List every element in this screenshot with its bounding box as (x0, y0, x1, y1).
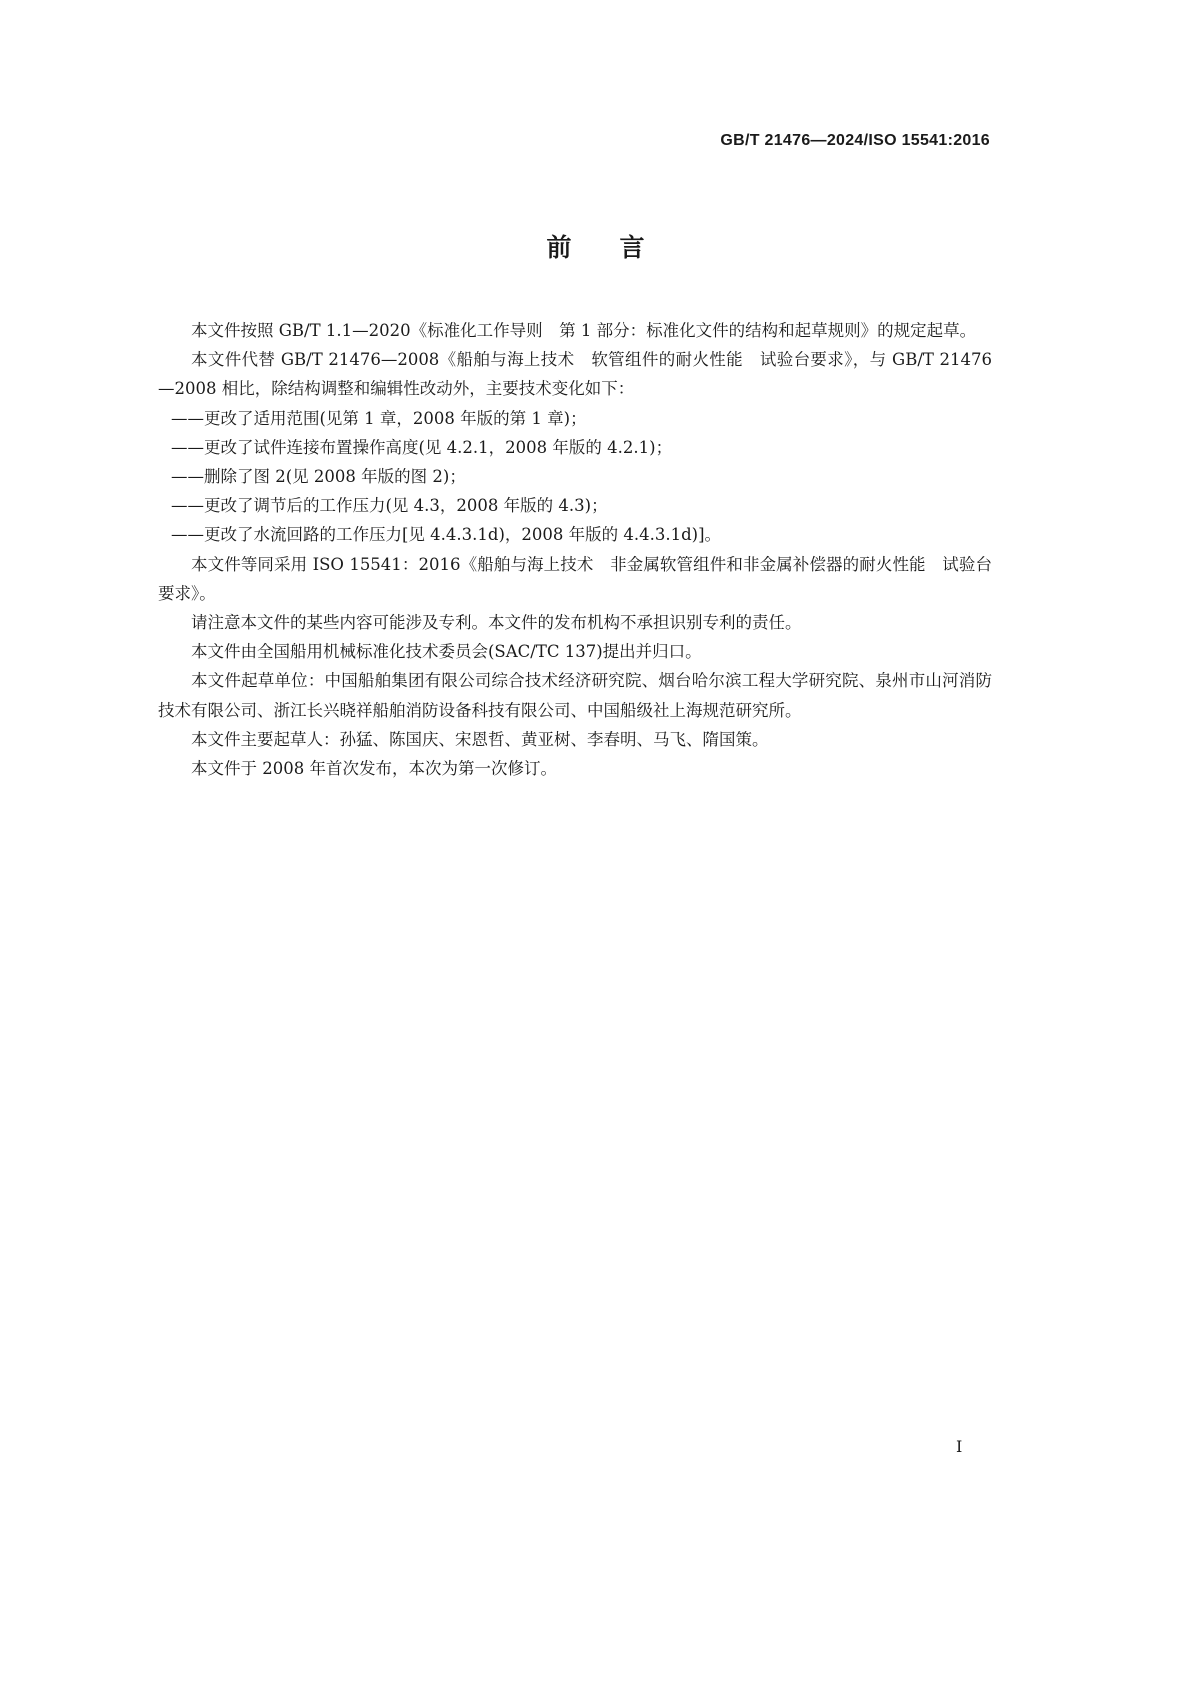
foreword-body (158, 316, 992, 783)
change-item: ——更改了调节后的工作压力(见 4.3，2008 年版的 4.3)； (171, 496, 608, 516)
standard-number-header: GB/T 21476—2024/ISO 15541:2016 (720, 132, 990, 149)
paragraph-patent-notice: 请注意本文件的某些内容可能涉及专利。本文件的发布机构不承担识别专利的责任。 (191, 613, 802, 633)
change-item: ——更改了试件连接布置操作高度(见 4.2.1，2008 年版的 4.2.1)； (171, 437, 673, 457)
change-item: ——删除了图 2(见 2008 年版的图 2)； (171, 467, 466, 487)
paragraph-adoption: 本文件等同采用 ISO 15541：2016《船舶与海上技术 非金属软管组件和非金属补偿器的耐火性能 试验台要求》。 (158, 554, 992, 603)
paragraph-proposer: 本文件由全国船用机械标准化技术委员会(SAC/TC 137)提出并归口。 (191, 642, 702, 662)
change-item: ——更改了适用范围(见第 1 章，2008 年版的第 1 章)； (171, 408, 587, 428)
page-title: 前言 (546, 233, 693, 262)
paragraph-replacement: 本文件代替 GB/T 21476—2008《船舶与海上技术 软管组件的耐火性能 试验台要求》，与 GB/T 21476—2008 相比，除结构调整和编辑性改动外，主要技术变化如下： (158, 350, 992, 399)
page-number: I (956, 1437, 963, 1456)
change-item: ——更改了水流回路的工作压力[见 4.4.3.1d)，2008 年版的 4.4.3.1d)]。 (171, 525, 722, 545)
paragraph-history: 本文件于 2008 年首次发布，本次为第一次修订。 (191, 759, 557, 779)
paragraph-drafting-rules: 本文件按照 GB/T 1.1—2020《标准化工作导则 第 1 部分：标准化文件的结构和起草规则》的规定起草。 (191, 321, 977, 340)
paragraph-drafting-units: 本文件起草单位：中国船舶集团有限公司综合技术经济研究院、烟台哈尔滨工程大学研究院、泉州市山河消防技术有限公司、浙江长兴晓祥船舶消防设备科技有限公司、中国船级社上海规范研究所。 (158, 671, 992, 720)
paragraph-drafters: 本文件主要起草人：孙猛、陈国庆、宋恩哲、黄亚树、李春明、马飞、隋国策。 (191, 729, 769, 749)
